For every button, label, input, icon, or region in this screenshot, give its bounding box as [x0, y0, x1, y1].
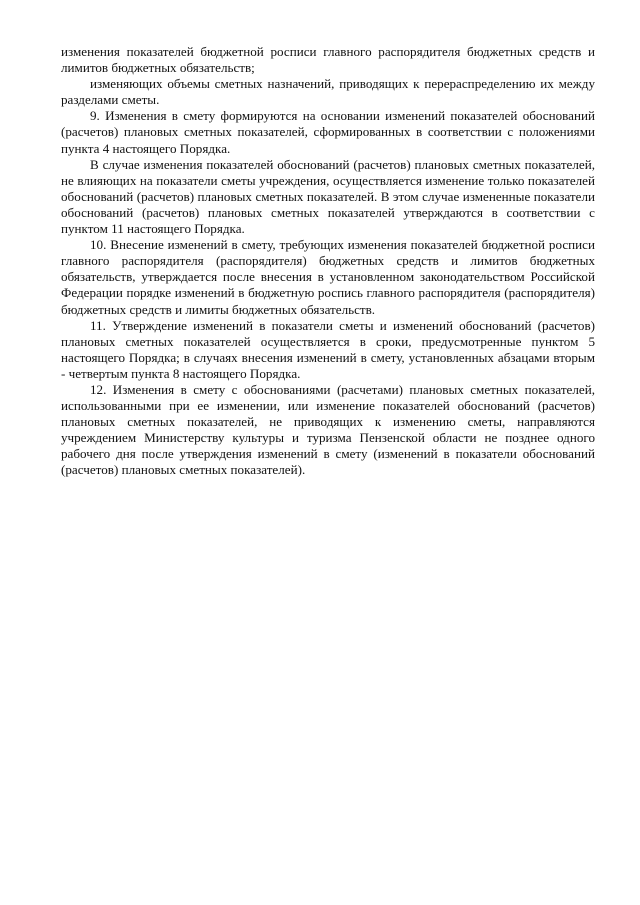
- paragraph-clause-12: 12. Изменения в смету с обоснованиями (расчетами) плановых сметных показателей, использованными при ее изменении, или изменение показателей обоснований (расчетов) плановых сметных показателей, не приводящих к изменению сметы, направляются учреждением Министерству культуры и туризма Пензенской области не позднее одного рабочего дня после утверждения изменений в смету (изменений в показатели обоснований (расчетов) плановых сметных показателей).: [61, 381, 595, 478]
- paragraph-clause-9-cont: В случае изменения показателей обоснований (расчетов) плановых сметных показателей, не влияющих на показатели сметы учреждения, осуществляется изменение только показателей обоснований (расчетов) плановых сметных показателей. В этом случае измененные показатели обоснований (расчетов) плановых сметных показателей утверждаются в соответствии с пунктом 11 настоящего Порядка.: [61, 156, 595, 237]
- paragraph-clause-11: 11. Утверждение изменений в показатели сметы и изменений обоснований (расчетов) плановых сметных показателей осуществляется в сроки, предусмотренные пунктом 5 настоящего Порядка; в случаях внесения изменений в смету, установленных абзацами вторым - четвертым пункта 8 настоящего Порядка.: [61, 317, 595, 381]
- paragraph-clause-9: 9. Изменения в смету формируются на основании изменений показателей обоснований (расчетов) плановых сметных показателей, сформированных в соответствии с положениями пункта 4 настоящего Порядка.: [61, 108, 595, 156]
- paragraph-list-item: изменяющих объемы сметных назначений, приводящих к перераспределению их между разделами сметы.: [61, 76, 595, 108]
- paragraph-clause-10: 10. Внесение изменений в смету, требующих изменения показателей бюджетной росписи главного распорядителя (распорядителя) бюджетных средств и лимитов бюджетных обязательств, утверждается после внесения в установленном законодательством Российской Федерации порядке изменений в бюджетную роспись главного распорядителя (распорядителя) бюджетных средств и лимиты бюджетных обязательств.: [61, 237, 595, 317]
- paragraph-continuation: изменения показателей бюджетной росписи главного распорядителя бюджетных средств и лимитов бюджетных обязательств;: [61, 44, 595, 76]
- document-body: [61, 44, 595, 479]
